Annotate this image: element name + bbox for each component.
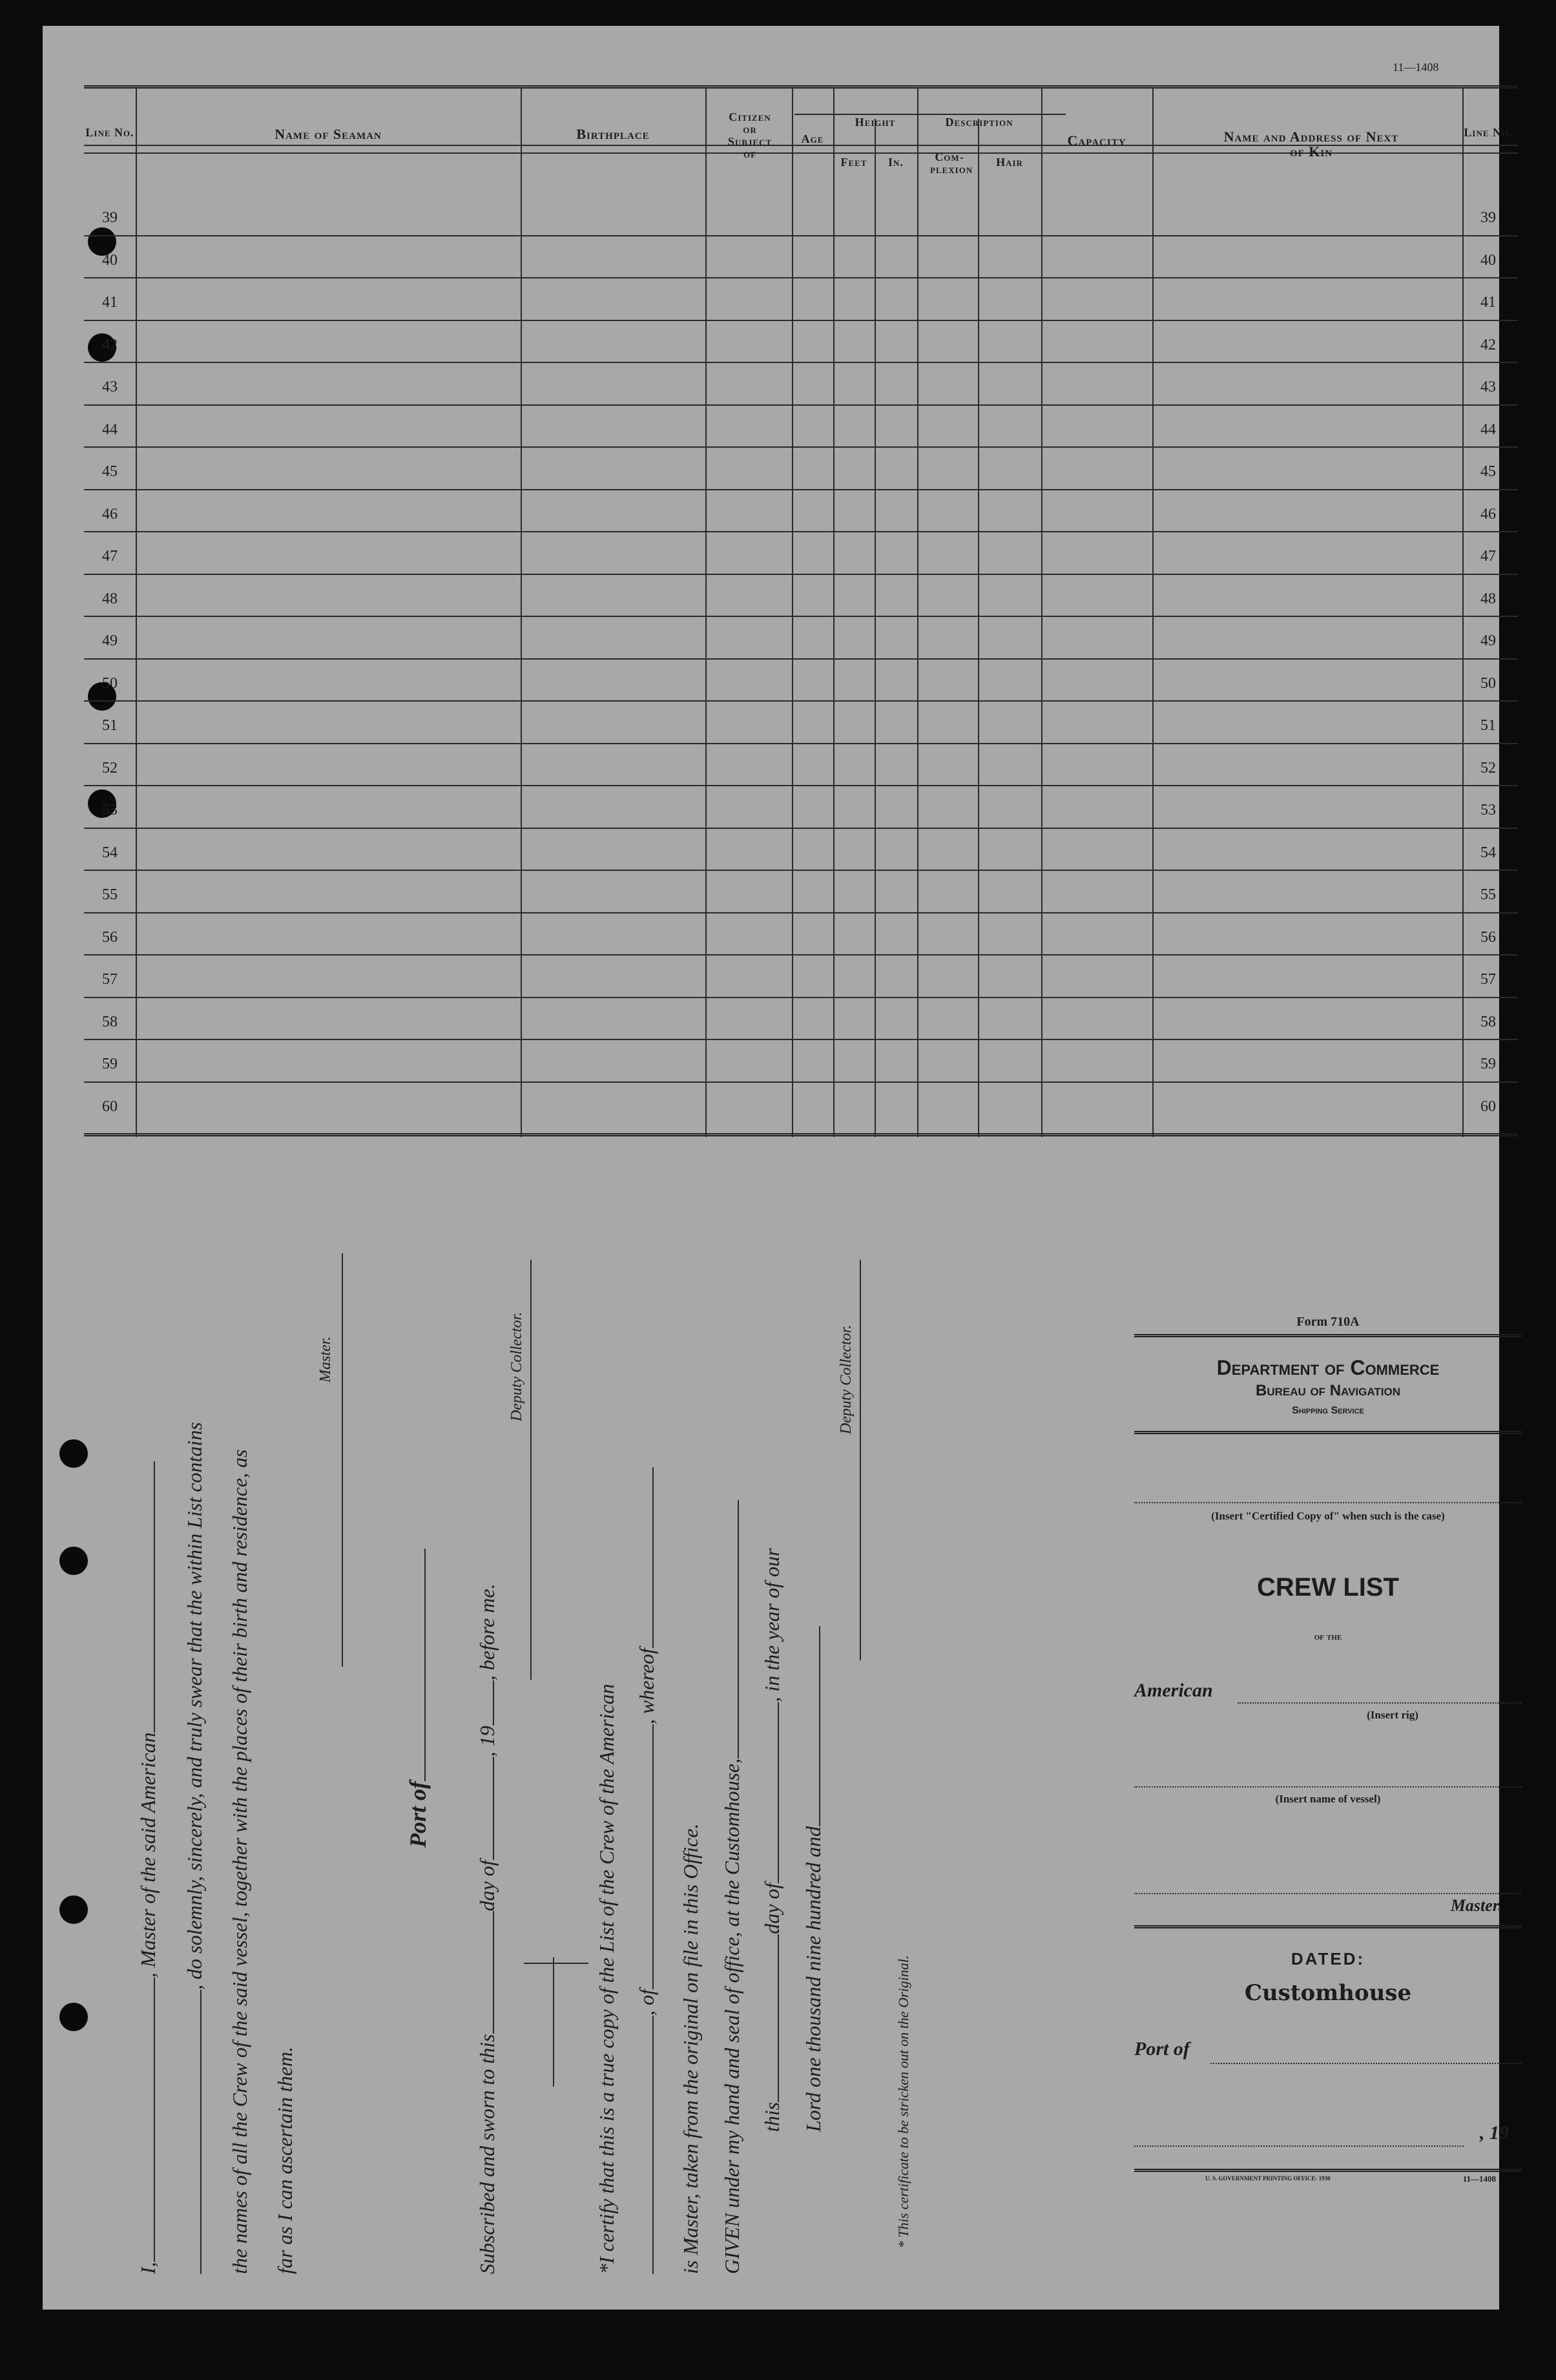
table-row-rule (84, 785, 1518, 786)
row-number-left: 40 (102, 251, 118, 269)
row-number-left: 57 (102, 971, 118, 988)
row-number-left: 54 (102, 844, 118, 861)
header-hair: Hair (996, 156, 1023, 169)
row-number-left: 47 (102, 548, 118, 565)
subscribed-day-of: day of (475, 1860, 499, 1912)
dated-label: DATED: (1291, 1949, 1365, 1968)
this-in-the-year: , in the year of our (760, 1548, 783, 1702)
row-number-right: 60 (1480, 1098, 1496, 1115)
row-number-right: 44 (1480, 421, 1496, 438)
header-age: Age (801, 132, 824, 145)
row-number-right: 49 (1480, 632, 1496, 649)
table-row-rule (84, 446, 1518, 448)
header-next-of-kin: Name and Address of Next of Kin (1223, 129, 1399, 160)
table-row-rule (84, 235, 1518, 236)
customhouse-label: Customhouse (1244, 1980, 1412, 2006)
crew-list-form-sheet (43, 26, 1513, 2310)
table-row-rule (84, 1039, 1518, 1040)
row-number-left: 44 (102, 421, 118, 438)
crew-list-title: CREW LIST (1257, 1573, 1399, 1602)
service-title: Shipping Service (1292, 1405, 1364, 1416)
row-number-right: 46 (1480, 505, 1496, 523)
table-row-rule (84, 320, 1518, 321)
bureau-title: Bureau of Navigation (1256, 1382, 1400, 1399)
cover-port-of-label: Port of (1134, 2038, 1190, 2060)
table-row-rule (84, 362, 1518, 363)
row-number-right: 58 (1480, 1013, 1496, 1030)
table-row-rule (84, 870, 1518, 871)
certificate-footnote: * This certificate to be stricken out on the Original. (895, 1955, 911, 2248)
row-number-left: 55 (102, 886, 118, 903)
row-number-left: 60 (102, 1098, 118, 1115)
row-number-right: 52 (1480, 759, 1496, 777)
certify-of: , of (635, 1989, 658, 2016)
row-number-right: 51 (1480, 717, 1496, 734)
lord-text: Lord one thousand nine hundred and (802, 1826, 825, 2132)
header-citizen: Citizen or Subject of (727, 110, 773, 160)
table-row-rule (84, 828, 1518, 829)
row-number-right: 47 (1480, 548, 1496, 565)
subscribed-19: , 19 (475, 1726, 499, 1757)
printer-imprint: U. S. GOVERNMENT PRINTING OFFICE: 1930 (1205, 2175, 1331, 2182)
table-row-rule (84, 1081, 1518, 1083)
row-number-right: 54 (1480, 844, 1496, 861)
punch-hole (59, 2003, 88, 2031)
table-row-rule (84, 616, 1518, 617)
row-number-left: 58 (102, 1013, 118, 1030)
header-name-of-seaman: Name of Seaman (275, 126, 382, 142)
insert-vessel-note: (Insert name of vessel) (1275, 1793, 1381, 1805)
row-number-left: 53 (102, 802, 118, 819)
table-row-rule (84, 277, 1518, 278)
header-feet: Feet (840, 156, 867, 169)
row-number-right: 43 (1480, 379, 1496, 395)
header-height: Height (855, 116, 896, 129)
header-capacity: Capacity (1067, 132, 1126, 149)
row-number-right: 40 (1480, 251, 1496, 269)
certify-master: is Master, taken from the original on file in this Office. (679, 1823, 702, 2274)
table-row-rule (84, 489, 1518, 490)
header-line-no-right: Line No. (1464, 126, 1513, 139)
header-line-no: Line No. (85, 126, 134, 139)
master-cover-label: Master. (1450, 1896, 1502, 1915)
row-number-right: 42 (1480, 336, 1496, 353)
row-number-right: 57 (1480, 971, 1496, 988)
row-number-left: 59 (102, 1056, 118, 1072)
table-row-rule (84, 743, 1518, 744)
port-of-label: Port of (405, 1781, 431, 1848)
oath-names: the names of all the Crew of the said vessel, together with the places of their birth and residence, as (228, 1449, 251, 2274)
cover-year: , 19 (1480, 2122, 1509, 2144)
punch-hole (59, 1547, 88, 1575)
row-number-right: 48 (1480, 590, 1496, 607)
subscribed-before-me: , before me. (475, 1583, 499, 1681)
insert-rig-note: (Insert rig) (1367, 1709, 1418, 1721)
row-number-right: 50 (1480, 674, 1496, 692)
header-complexion: Com-plexion (930, 151, 973, 176)
crew-list-cover (1134, 1315, 1522, 2193)
row-number-left: 51 (102, 717, 118, 734)
form-code-bottom: 11—1408 (1462, 2174, 1496, 2184)
row-number-left: 50 (102, 674, 118, 692)
form-number: Form 710A (1296, 1315, 1360, 1329)
table-row-rule (84, 700, 1518, 702)
this-day-of: day of (760, 1883, 783, 1934)
oath-i: I, (136, 2262, 160, 2274)
subscribed-text: Subscribed and sworn to this (475, 2034, 499, 2274)
punch-hole (59, 1439, 88, 1468)
oath-section (136, 1253, 960, 2274)
master-label: Master. (317, 1336, 334, 1383)
row-number-left: 56 (102, 928, 118, 946)
row-number-left: 46 (102, 505, 118, 523)
insert-certified-note: (Insert "Certified Copy of" when such is the case) (1211, 1510, 1445, 1522)
oath-ascertain: far as I can ascertain them. (273, 2047, 296, 2274)
row-number-left: 43 (102, 379, 118, 395)
table-row-rule (84, 404, 1518, 406)
deputy-collector-label-1: Deputy Collector. (508, 1311, 525, 1421)
given-text: GIVEN under my hand and seal of office, at the Customhouse, (720, 1758, 743, 2274)
of-the-label: of the (1314, 1631, 1342, 1642)
row-number-left: 39 (102, 209, 118, 226)
punch-hole (59, 1895, 88, 1924)
row-number-left: 48 (102, 590, 118, 607)
oath-master-of: , Master of the said American (136, 1732, 160, 1978)
header-inches: In. (888, 156, 904, 169)
table-row-rule (84, 658, 1518, 660)
row-number-right: 53 (1480, 802, 1496, 819)
row-number-right: 55 (1480, 886, 1496, 903)
this-text: this (760, 2102, 783, 2132)
table-row-rule (84, 574, 1518, 575)
table-row-rule (84, 912, 1518, 913)
deputy-collector-label-2: Deputy Collector. (838, 1324, 855, 1434)
table-row-rule (84, 997, 1518, 998)
header-description: Description (945, 116, 1013, 129)
row-number-right: 39 (1480, 209, 1496, 226)
table-row-rule (84, 954, 1518, 955)
crew-table (84, 62, 1518, 1145)
american-label: American (1134, 1680, 1213, 1701)
row-number-left: 41 (102, 294, 118, 311)
row-number-left: 49 (102, 632, 118, 649)
form-code-top: 11—1408 (1393, 61, 1439, 74)
certify-whereof: , whereof (635, 1648, 658, 1725)
header-birthplace: Birthplace (576, 126, 650, 142)
row-number-left: 45 (102, 463, 118, 480)
table-row-rule (84, 531, 1518, 532)
row-number-right: 59 (1480, 1056, 1496, 1072)
row-number-right: 56 (1480, 928, 1496, 946)
row-number-right: 45 (1480, 463, 1496, 480)
certify-text: *I certify that this is a true copy of the List of the Crew of the American (595, 1684, 618, 2274)
oath-swear: , do solemnly, sincerely, and truly swear that the within List contains (183, 1422, 206, 1990)
row-number-left: 42 (102, 336, 118, 353)
row-number-right: 41 (1480, 294, 1496, 311)
department-title: Department of Commerce (1216, 1356, 1440, 1379)
row-number-left: 52 (102, 759, 118, 777)
